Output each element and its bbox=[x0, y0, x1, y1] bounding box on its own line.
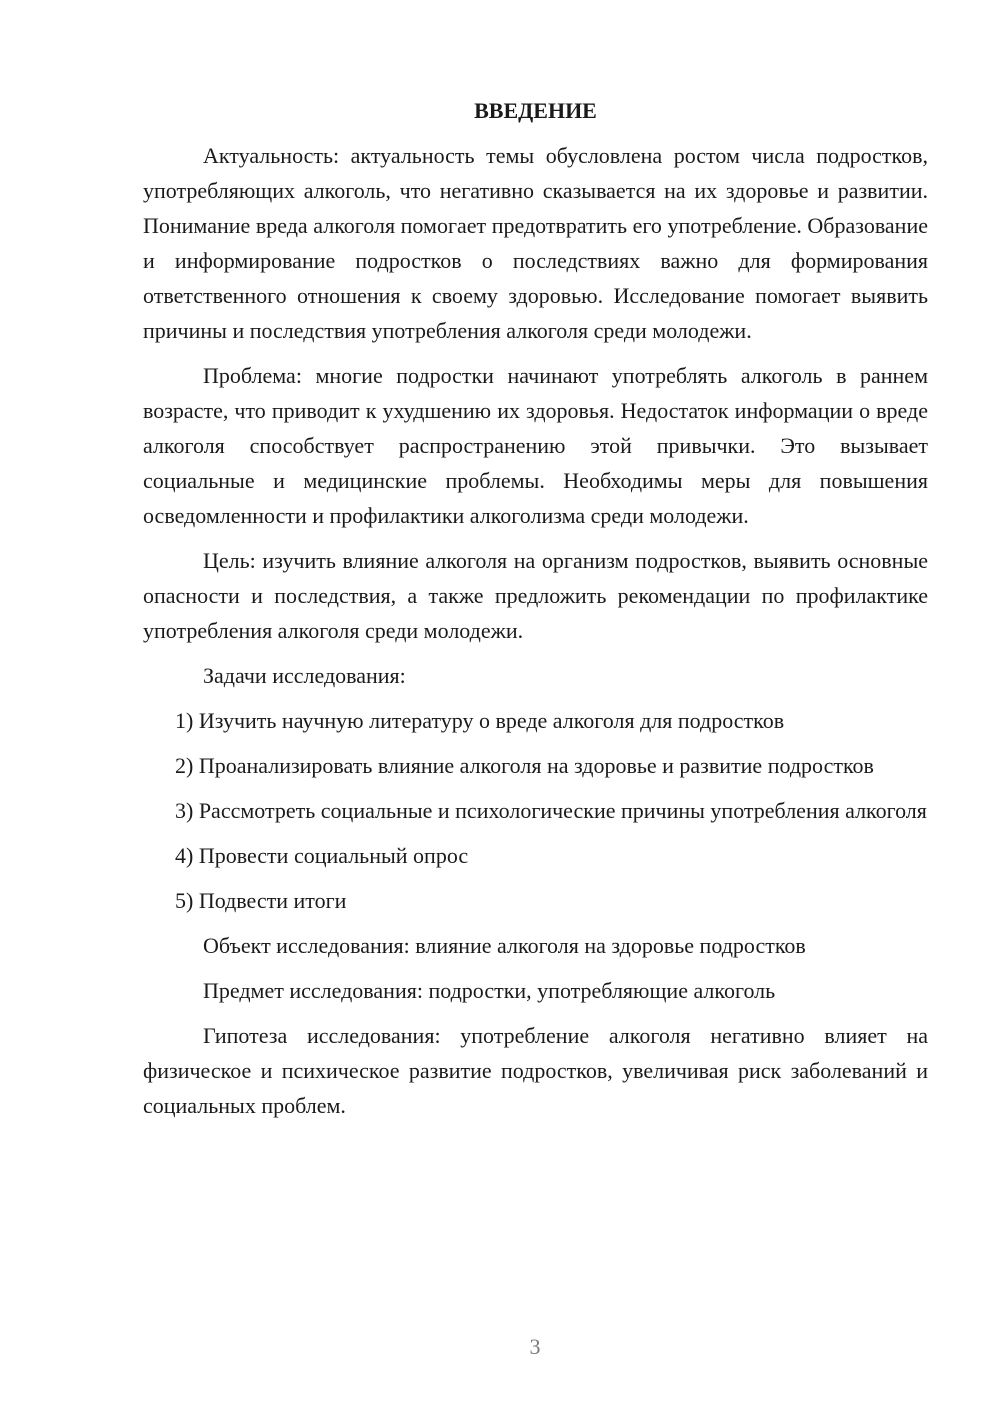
goal-paragraph: Цель: изучить влияние алкоголя на организм подростков, выявить основные опасности и последствия, а также предложить рекомендации по профилактике употребления алкоголя среди молодежи. bbox=[143, 548, 928, 643]
hypothesis-paragraph: Гипотеза исследования: употребление алкоголя негативно влияет на физическое и психическое развитие подростков, увеличивая риск заболеваний и социальных проблем. bbox=[143, 1023, 928, 1118]
task-item-5: 5) Подвести итоги bbox=[175, 888, 347, 913]
problem-paragraph: Проблема: многие подростки начинают употреблять алкоголь в раннем возрасте, что приводит к ухудшению их здоровья. Недостаток информации о вреде алкоголя способствует распространению этой привычки. Это вызывает социальные и медицинские проблемы. Необходимы меры для повышения осведомленности и профилактики алкоголизма среди молодежи. bbox=[143, 363, 928, 528]
tasks-heading: Задачи исследования: bbox=[203, 663, 406, 688]
object-paragraph: Объект исследования: влияние алкоголя на здоровье подростков bbox=[203, 933, 806, 958]
task-item-2: 2) Проанализировать влияние алкоголя на здоровье и развитие подростков bbox=[175, 753, 874, 778]
relevance-paragraph: Актуальность: актуальность темы обусловлена ростом числа подростков, употребляющих алкоголь, что негативно сказывается на их здоровье и развитии. Понимание вреда алкоголя помогает предотвратить его употребление. Образование и информирование подростков о последствиях важно для формирования ответственного отношения к своему здоровью. Исследование помогает выявить причины и последствия употребления алкоголя среди молодежи. bbox=[143, 143, 928, 343]
page-number: 3 bbox=[529, 1334, 541, 1359]
section-title: ВВЕДЕНИЕ bbox=[474, 98, 597, 123]
subject-paragraph: Предмет исследования: подростки, употребляющие алкоголь bbox=[203, 978, 776, 1003]
task-item-1: 1) Изучить научную литературу о вреде алкоголя для подростков bbox=[175, 708, 785, 733]
task-item-4: 4) Провести социальный опрос bbox=[175, 843, 469, 868]
page-content bbox=[143, 96, 928, 1133]
task-item-3: 3) Рассмотреть социальные и психологические причины употребления алкоголя bbox=[175, 798, 927, 823]
